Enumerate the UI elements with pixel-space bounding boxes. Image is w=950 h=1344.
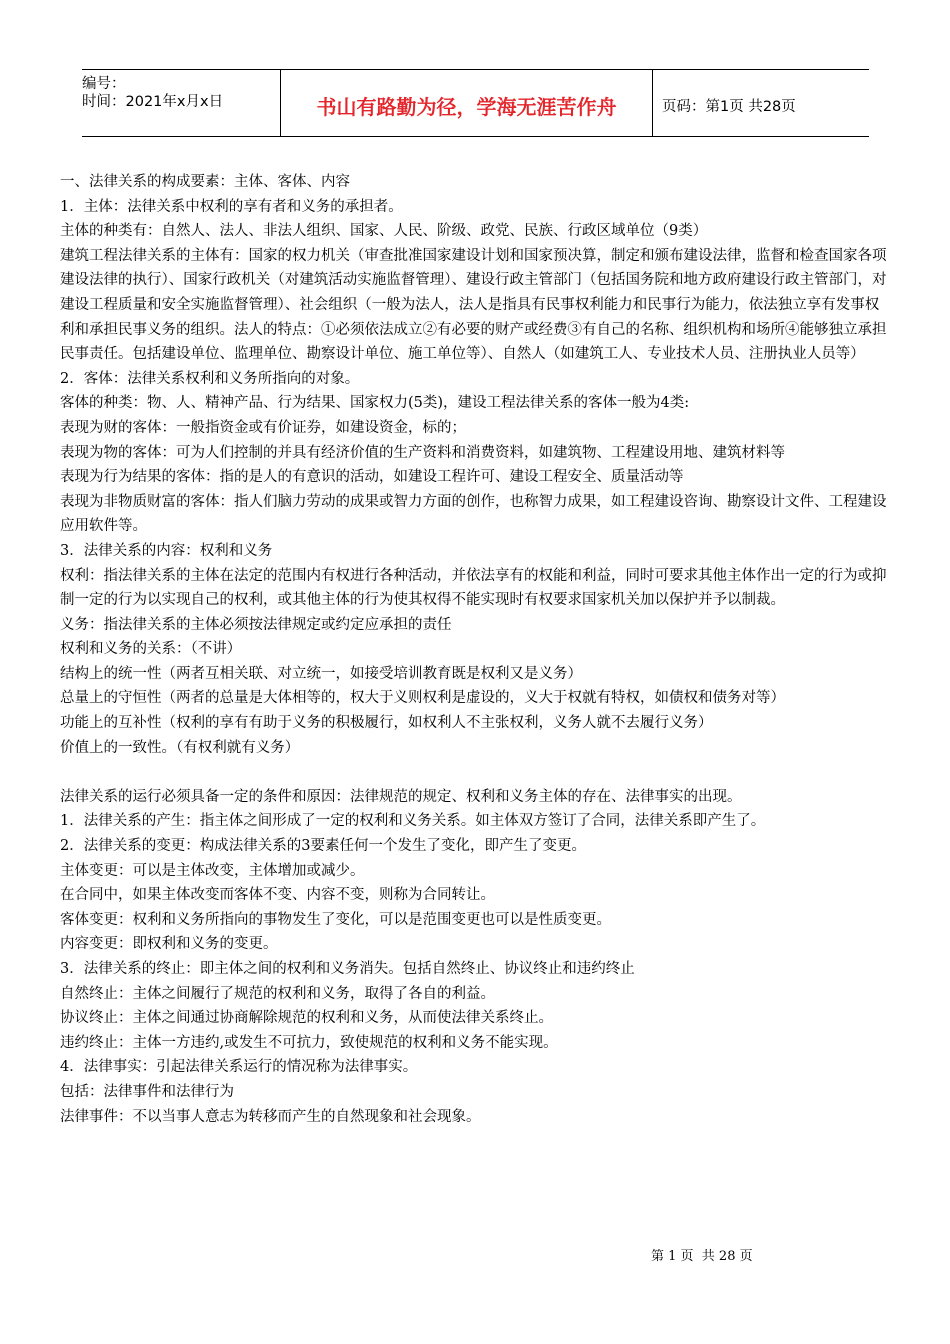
body-paragraph: 义务：指法律关系的主体必须按法律规定或约定应承担的责任 (60, 616, 452, 633)
body-paragraph (60, 760, 890, 785)
body-paragraph: 表现为财的客体：一般指资金或有价证券，如建设资金，标的； (60, 419, 466, 436)
header-meta (82, 70, 281, 136)
body-paragraph: 主体变更：可以是主体改变，主体增加或减少。 (60, 862, 365, 879)
body-paragraph: 总量上的守恒性（两者的总量是大体相等的，权大于义则权利是虚设的，义大于权就有特权，如债权和债务对等） (60, 690, 785, 707)
body-paragraph: 4．法律事实：引起法律关系运行的情况称为法律事实。 (60, 1059, 418, 1076)
body-paragraph: 表现为非物质财富的客体：指人们脑力劳动的成果或智力方面的创作，也称智力成果，如工程建设咨询、勘察设计文件、工程建设应用软件等。 (60, 493, 887, 535)
body-paragraph: 2．法律关系的变更：构成法律关系的3要素任何一个发生了变化，即产生了变更。 (60, 838, 586, 855)
body-paragraph: 自然终止：主体之间履行了规范的权利和义务，取得了各自的利益。 (60, 985, 495, 1002)
body-paragraph: 客体变更：权利和义务所指向的事物发生了变化，可以是范围变更也可以是性质变更。 (60, 911, 611, 928)
body-paragraph: 结构上的统一性（两者互相关联、对立统一，如接受培训教育既是权利又是义务） (60, 665, 582, 682)
document-time-label: 时间：2021年x月x日 (82, 94, 224, 110)
body-paragraph: 主体的种类有：自然人、法人、非法人组织、国家、人民、阶级、政党、民族、行政区域单位（9类） (60, 223, 708, 240)
body-paragraph: 1．主体：法律关系中权利的享有者和义务的承担者。 (60, 198, 403, 215)
body-paragraph: 协议终止：主体之间通过协商解除规范的权利和义务，从而使法律关系终止。 (60, 1010, 553, 1027)
body-paragraph: 权利和义务的关系：（不讲） (60, 641, 242, 658)
body-paragraph: 法律事件：不以当事人意志为转移而产生的自然现象和社会现象。 (60, 1108, 481, 1125)
body-paragraph: 一、法律关系的构成要素：主体、客体、内容 (60, 174, 350, 190)
body-paragraph: 功能上的互补性（权利的享有有助于义务的积极履行，如权利人不主张权利，义务人就不去履行义务） (60, 715, 713, 732)
document-number-label: 编号： (82, 76, 126, 92)
body-paragraph: 内容变更：即权利和义务的变更。 (60, 936, 278, 953)
body-paragraph: 包括：法律事件和法律行为 (60, 1083, 234, 1100)
body-paragraph: 3．法律关系的内容：权利和义务 (60, 542, 273, 559)
body-paragraph: 法律关系的运行必须具备一定的条件和原因：法律规范的规定、权利和义务主体的存在、法律事实的出现。 (60, 788, 742, 805)
page-footer: 第 1 页 共 28 页 (651, 1249, 753, 1264)
header-motto: 书山有路勤为径，学海无涯苦作舟 (281, 70, 653, 136)
body-paragraph: 表现为物的客体：可为人们控制的并具有经济价值的生产资料和消费资料，如建筑物、工程建设用地、建筑材料等 (60, 444, 785, 461)
body-paragraph: 在合同中，如果主体改变而客体不变、内容不变，则称为合同转让。 (60, 887, 495, 904)
body-paragraph: 3．法律关系的终止：即主体之间的权利和义务消失。包括自然终止、协议终止和违约终止 (60, 961, 635, 977)
body-paragraph: 权利：指法律关系的主体在法定的范围内有权进行各种活动，并依法享有的权能和利益，同时可要求其他主体作出一定的行为或抑制一定的行为以实现自己的权利，或其他主体的行为使其权得不能实现时有权要求国家机关加以保护并予以制裁。 (60, 567, 887, 609)
body-paragraph: 违约终止：主体一方违约,或发生不可抗力，致使规范的权利和义务不能实现。 (60, 1034, 558, 1051)
body-paragraph: 2．客体：法律关系权利和义务所指向的对象。 (60, 370, 360, 387)
body-paragraph: 价值上的一致性。（有权利就有义务） (60, 739, 300, 756)
document-body (60, 170, 890, 1129)
body-paragraph: 客体的种类：物、人、精神产品、行为结果、国家权力(5类)，建设工程法律关系的客体一般为4类: (60, 395, 690, 412)
header-page-info: 页码：第1页 共28页 (662, 98, 796, 115)
document-header (82, 69, 869, 137)
body-paragraph: 建筑工程法律关系的主体有：国家的权力机关（审查批准国家建设计划和国家预决算，制定和颁布建设法律，监督和检查国家各项建设法律的执行）、国家行政机关（对建筑活动实施监督管理）、建设行政主管部门（包括国务院和地方政府建设行政主管部门，对建设工程质量和安全实施监督管理）、社会组织（一般为法人，法人是指具有民事权利能力和民事行为能力，依法独立享有发事权利和承担民事义务的组织。法人的特点：①必须依法成立②有必要的财产或经费③有自己的名称、组织机构和场所④能够独立承担民事责任。包括建设单位、监理单位、勘察设计单位、施工单位等）、自然人（如建筑工人、专业技术人员、注册执业人员等） (60, 247, 887, 363)
body-paragraph: 1．法律关系的产生：指主体之间形成了一定的权利和义务关系。如主体双方签订了合同，法律关系即产生了。 (60, 813, 766, 830)
body-paragraph: 表现为行为结果的客体：指的是人的有意识的活动，如建设工程许可、建设工程安全、质量活动等 (60, 469, 684, 486)
